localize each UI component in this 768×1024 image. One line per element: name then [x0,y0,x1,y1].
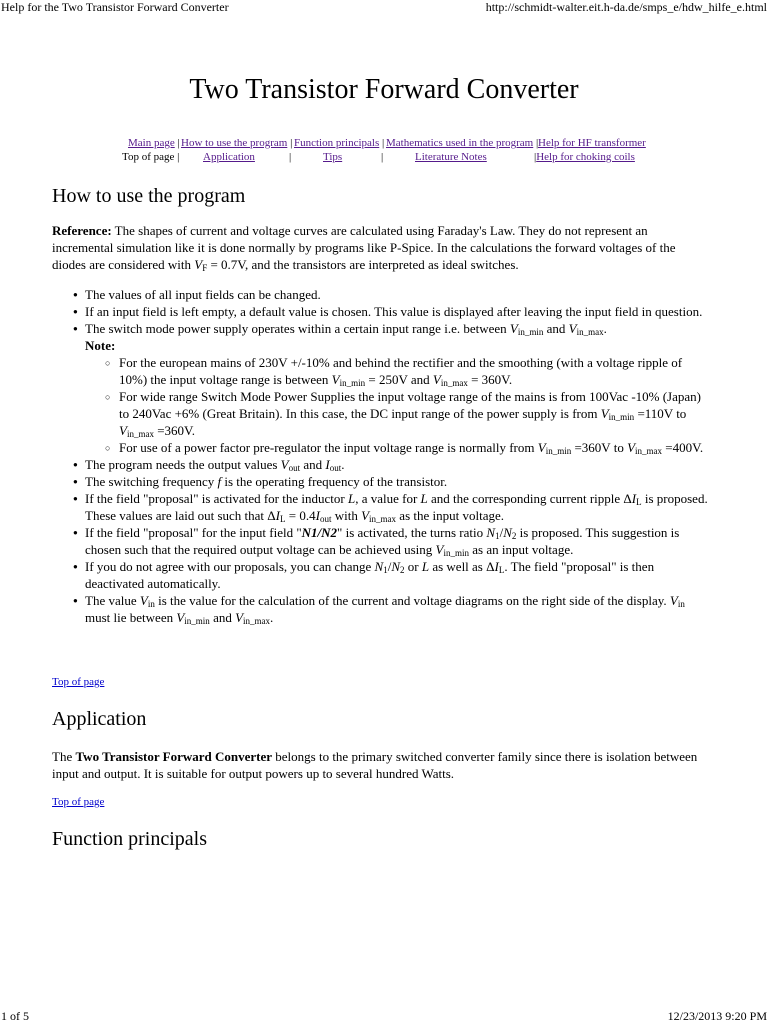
nav-literature-notes[interactable]: Literature Notes [415,151,487,163]
section-how-to-use [52,185,712,626]
section-function-principals [52,828,712,851]
heading-how-to-use: How to use the program [52,185,246,207]
heading-function-principals: Function principals [52,828,207,850]
list-item: ● The values of all input fields can be changed. [52,286,712,303]
nav-hf-transformer[interactable]: Help for HF transformer [538,137,646,149]
heading-application: Application [52,708,147,730]
list-item: ● If the field "proposal" for the input field "N1/N2" is activated, the turns ratio $N_1/N_2$ is proposed. This suggestion is chosen such that the required output voltage can be achieved using $V_{in\_min}$ as an input voltage. [52,524,712,558]
nav-function-principals[interactable]: Function principals [294,137,380,149]
list-item: ● The value $V_{in}$ is the value for the calculation of the current and voltage diagrams on the right side of the display. $V_{in}$ must lie between $V_{in\_min}$ and $V_{in\_max}$. [52,592,712,626]
browser-print-header [0,0,768,18]
list-item: ● If an input field is left empty, a default value is chosen. This value is displayed after leaving the input field in question. [52,303,712,320]
print-url: http://schmidt-walter.eit.h-da.de/smps_e/hdw_hilfe_e.html [485,0,767,14]
list-item: ● The switching frequency f is the operating frequency of the transistor. [52,473,712,490]
page-title: Two Transistor Forward Converter [189,74,579,105]
top-of-page-link-2[interactable]: Top of page [52,796,105,808]
application-paragraph: The Two Transistor Forward Converter belongs to the primary switched converter family since there is isolation between input and output. It is suitable for output powers up to several hundred Watts. [52,749,698,781]
nav-how-to-use[interactable]: How to use the program [181,137,288,149]
note-label: Note: [85,338,116,353]
list-item: ● If you do not agree with our proposals, you can change $N_1/N_2$ or L as well as $\Delta I_L$. The field "proposal" is then deactivated automatically. [52,558,712,592]
section-application [52,708,712,782]
top-of-page-link-1[interactable]: Top of page [52,676,105,688]
nav-application[interactable]: Application [203,151,255,163]
nav-main-page[interactable]: Main page [128,137,175,149]
list-item: ● The program needs the output values $V_{out}$ and $I_{out}$. [52,456,712,473]
print-page-title: Help for the Two Transistor Forward Converter [1,0,229,14]
list-item: ○ For wide range Switch Mode Power Supplies the input voltage range of the mains is from 100Vac -10% (Japan) to 240Vac +6% (Great Britain). In this case, the DC input range of the power supply is from $V_{in\_min} =110V$ to $V_{in\_max} =360V$. [52,388,712,439]
print-page-count: 1 of 5 [1,1009,29,1023]
nav-top-of-page-current: Top of page | [122,151,180,163]
usage-list [52,286,712,626]
reference-paragraph: Reference: The shapes of current and voltage curves are calculated using Faraday's Law. They do not represent an incremental simulation like it is done normally by programs like P-Spice. In the calculations the forward voltages of the diodes are considered with $V_F = 0.7V$, and the transistors are interpreted as ideal switches. [52,223,676,273]
list-item: ○ For use of a power factor pre-regulator the input voltage range is normally from $V_{in\_min} =360V$ to $V_{in\_max} =400V$. [52,439,712,456]
note-list [52,354,712,456]
nav-tips[interactable]: Tips [323,151,343,163]
nav-mathematics[interactable]: Mathematics used in the program [386,137,534,149]
browser-print-footer [0,1009,768,1024]
nav-choking-coils[interactable]: Help for choking coils [536,151,635,163]
print-timestamp: 12/23/2013 9:20 PM [667,1009,767,1023]
list-item: ● If the field "proposal" is activated for the inductor L, a value for L and the corresponding current ripple $\Delta I_L$ is proposed. These values are laid out such that $\Delta I_L = 0.4I_{out}$ with $V_{in\_max}$ as the input voltage. [52,490,712,524]
list-item: ● The switch mode power supply operates within a certain input range i.e. between $V_{in\_min}$ and $V_{in\_max}$. Note: ○ For the european mains of 230V +/-10% and behind the rectifier and the smoothing (with a voltage ripple of 10%) the input voltage range is between $V_{in\_min} = 250V$ and $V_{in\_max} = 360V$. ○ For wide range Switch Mode Power Supplies the input voltage range of the mains is from 100Vac -10% (Japan) to 240Vac +6% (Great Britain). In this case, the DC input range of the power supply is from $V_{in\_min} =110V$ to $V_{in\_max} =360V$. ○ For use of a power factor pre-regulator the input voltage range is normally from $V_{in\_min} =360V$ to $V_{in\_max} =400V$. [52,320,712,456]
list-item: ○ For the european mains of 230V +/-10% and behind the rectifier and the smoothing (with a voltage ripple of 10%) the input voltage range is between $V_{in\_min} = 250V$ and $V_{in\_max} = 360V$. [52,354,712,388]
